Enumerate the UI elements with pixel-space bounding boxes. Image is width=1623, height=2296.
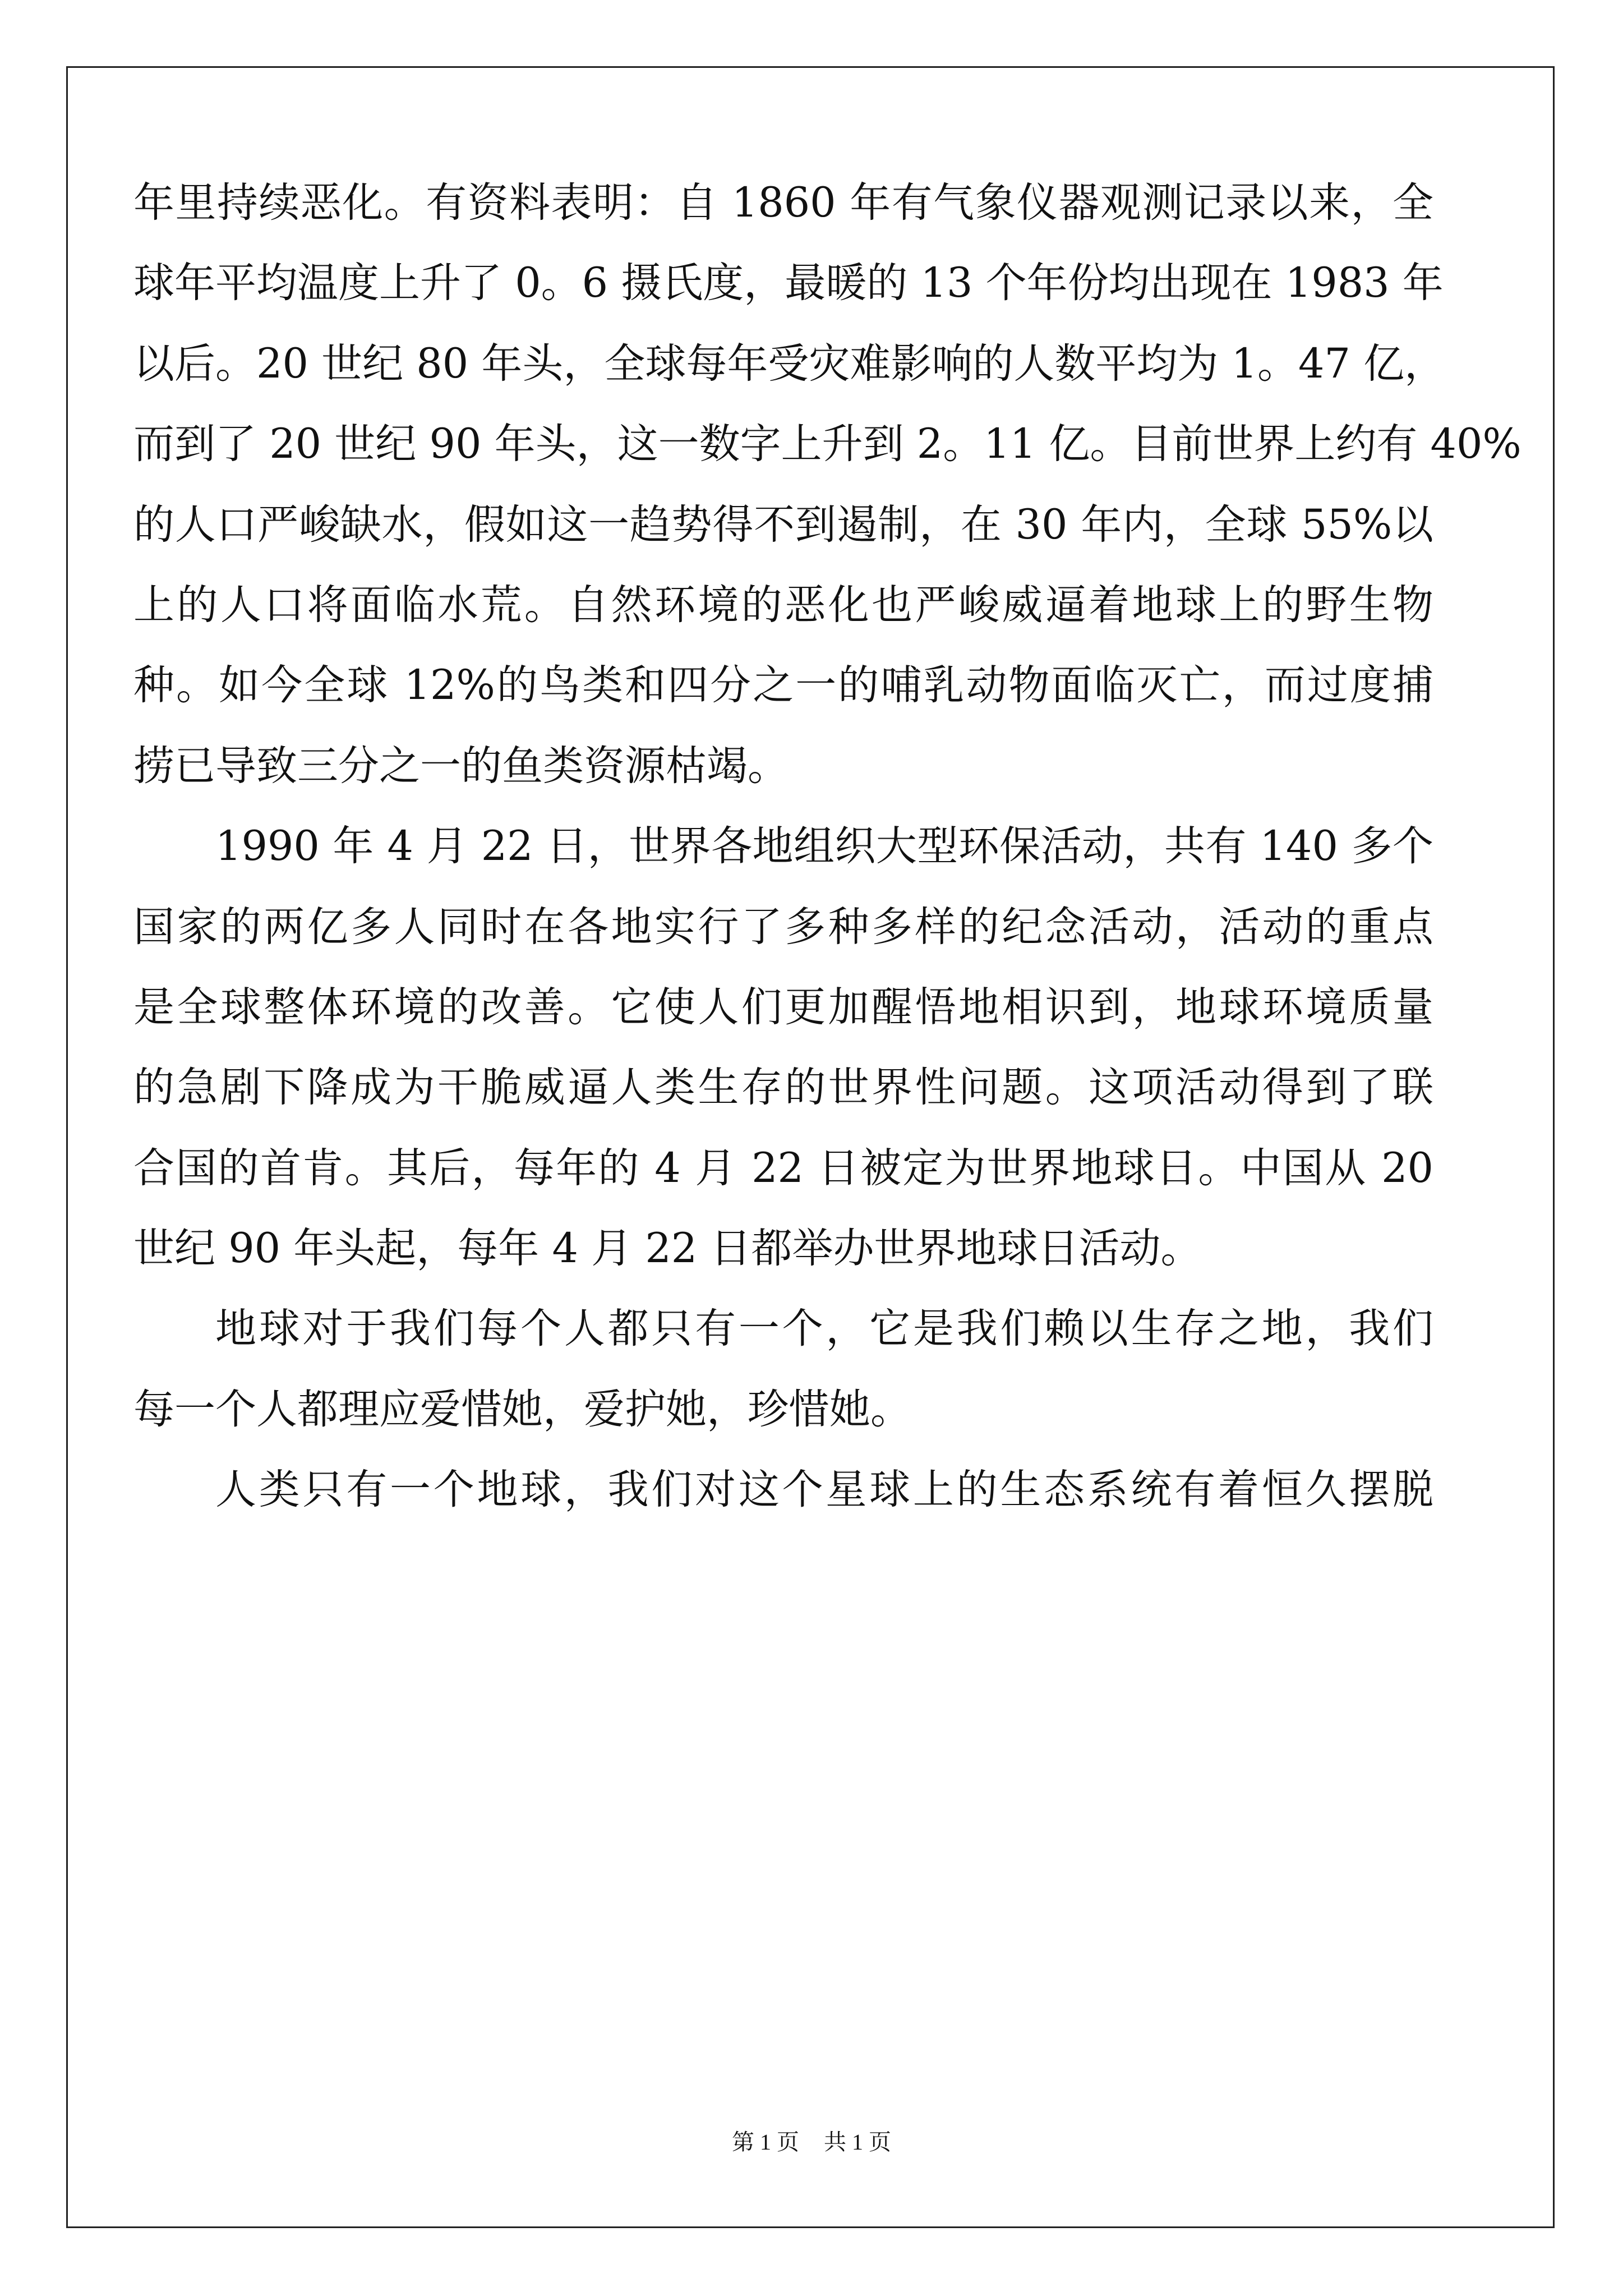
text-line: 1990 年 4 月 22 日，世界各地组织大型环保活动，共有 140 多个: [215, 822, 1433, 871]
text-line: 年里持续恶化。有资料表明：自 1860 年有气象仪器观测记录以来，全: [133, 179, 1433, 227]
text-line: 捞已导致三分之一的鱼类资源枯竭。: [133, 742, 789, 790]
text-line: 的急剧下降成为干脆威逼人类生存的世界性问题。这项活动得到了联: [133, 1064, 1433, 1112]
text-line: 球年平均温度上升了 0。6 摄氏度，最暖的 13 个年份均出现在 1983 年: [133, 259, 1444, 307]
text-line: 而到了 20 世纪 90 年头，这一数字上升到 2。11 亿。目前世界上约有 40%: [133, 420, 1521, 468]
document-body: [133, 163, 1521, 1530]
text-line: 种。如今全球 12%的鸟类和四分之一的哺乳动物面临灭亡，而过度捕: [133, 661, 1433, 710]
text-line: 每一个人都理应爱惜她，爱护她，珍惜她。: [133, 1385, 911, 1433]
paragraph-2: [133, 806, 1433, 1289]
text-line: 以后。20 世纪 80 年头，全球每年受灾难影响的人数平均为 1。47 亿，: [133, 339, 1446, 388]
text-line: 国家的两亿多人同时在各地实行了多种多样的纪念活动，活动的重点: [133, 903, 1433, 951]
paragraph-4: [133, 1450, 1433, 1530]
paragraph-3: [133, 1289, 1433, 1450]
text-line: 的人口严峻缺水，假如这一趋势得不到遏制，在 30 年内，全球 55%以: [133, 500, 1433, 549]
page-footer: [0, 2128, 1623, 2156]
text-line: 是全球整体环境的改善。它使人们更加醒悟地相识到，地球环境质量: [133, 983, 1433, 1031]
paragraph-1: [133, 163, 1521, 806]
page-number-total: 共 1 页: [824, 2129, 891, 2155]
text-line: 地球对于我们每个人都只有一个，它是我们赖以生存之地，我们: [215, 1305, 1433, 1353]
text-line: 世纪 90 年头起，每年 4 月 22 日都举办世界地球日活动。: [133, 1225, 1202, 1273]
text-line: 上的人口将面临水荒。自然环境的恶化也严峻威逼着地球上的野生物: [133, 581, 1433, 629]
text-line: 人类只有一个地球，我们对这个星球上的生态系统有着恒久摆脱: [215, 1466, 1433, 1514]
page-number-current: 第 1 页: [732, 2129, 799, 2155]
text-line: 合国的首肯。其后，每年的 4 月 22 日被定为世界地球日。中国从 20: [133, 1144, 1433, 1192]
